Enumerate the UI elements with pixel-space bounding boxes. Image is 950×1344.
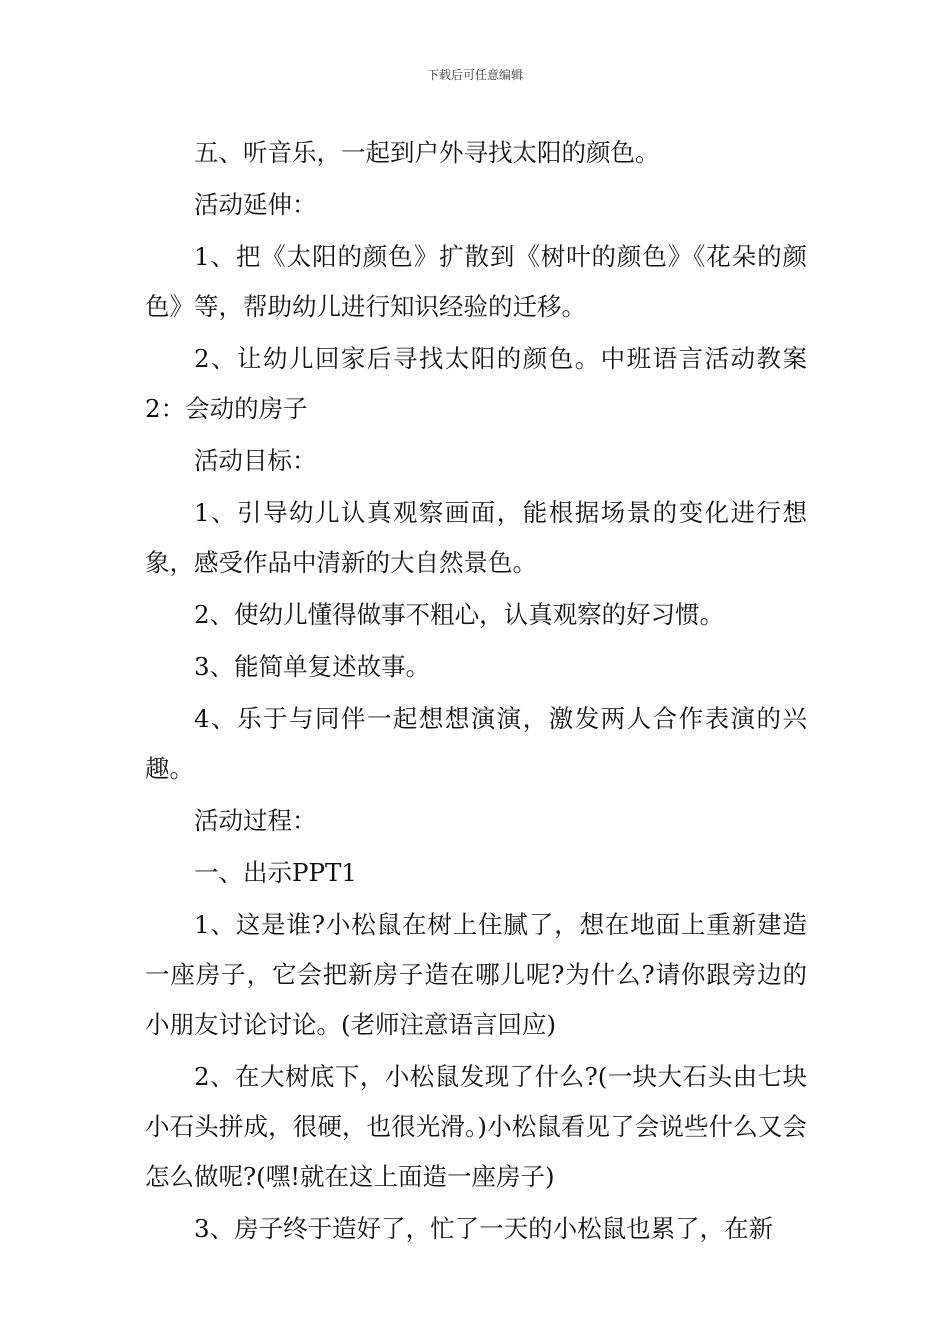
section-heading-goals: 活动目标：	[194, 446, 317, 475]
paragraph: 一、出示PPT1	[194, 858, 357, 887]
paragraph: 2、使幼儿懂得做事不粗心，认真观察的好习惯。	[194, 600, 725, 629]
paragraph: 2、让幼儿回家后寻找太阳的颜色。中班语言活动教案2：会动的房子	[145, 344, 807, 423]
section-heading-extension: 活动延伸：	[194, 190, 317, 219]
paragraph: 2、在大树底下，小松鼠发现了什么?(一块大石头由七块小石头拼成，很硬，也很光滑。)小松鼠看见了会说些什么又会怎么做呢?(嘿!就在这上面造一座房子)	[145, 1062, 807, 1191]
paragraph: 3、能简单复述故事。	[194, 652, 431, 681]
document-body	[145, 128, 807, 1256]
paragraph: 1、这是谁?小松鼠在树上住腻了，想在地面上重新建造一座房子，它会把新房子造在哪儿呢?为什么?请你跟旁边的小朋友讨论讨论。(老师注意语言回应)	[145, 910, 807, 1039]
paragraph: 1、引导幼儿认真观察画面，能根据场景的变化进行想象，感受作品中清新的大自然景色。	[145, 498, 807, 577]
paragraph: 3、房子终于造好了，忙了一天的小松鼠也累了，在新	[194, 1214, 774, 1243]
paragraph: 五、听音乐，一起到户外寻找太阳的颜色。	[194, 138, 660, 167]
paragraph: 4、乐于与同伴一起想想演演，激发两人合作表演的兴趣。	[145, 704, 807, 783]
paragraph: 1、把《太阳的颜色》扩散到《树叶的颜色》《花朵的颜色》等，帮助幼儿进行知识经验的迁移。	[145, 242, 807, 321]
section-heading-process: 活动过程：	[194, 806, 317, 835]
page-header-note: 下载后可任意编辑	[426, 68, 523, 82]
